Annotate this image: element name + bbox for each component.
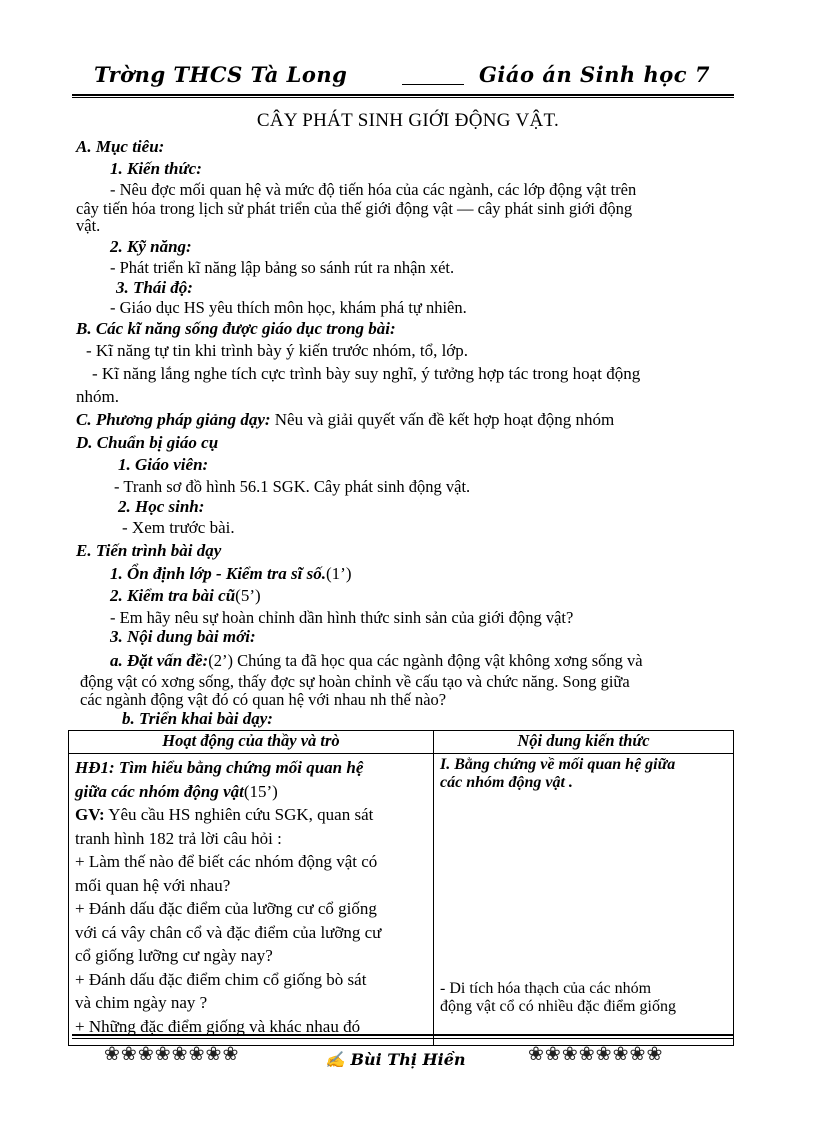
section-e2-heading: 2. Kiểm tra bài cũ [110, 586, 236, 605]
content-text: động vật cổ có nhiều đặc điểm giống [440, 998, 676, 1015]
header-divider [402, 84, 464, 85]
footer-rule-thin [72, 1038, 734, 1039]
subject-name: Giáo án Sinh học 7 [479, 62, 710, 87]
content-heading: các nhóm động vật . [440, 774, 573, 791]
e1-line [110, 564, 351, 584]
hd1-heading: giữa các nhóm động vật [75, 781, 244, 801]
author-name: Bùi Thị Hiền [350, 1050, 466, 1069]
section-a3-heading: 3. Thái độ: [116, 278, 193, 297]
e3a-text-line: các ngành động vật đó có quan hệ với nhau nh thế nào? [80, 690, 447, 709]
section-e3a-heading: a. Đặt vấn đề: [110, 651, 209, 670]
section-e3-heading: 3. Nội dung bài mới: [110, 627, 256, 646]
section-d2-heading: 2. Học sinh: [118, 497, 205, 516]
e2-text: - Em hãy nêu sự hoàn chỉnh dần hình thức sinh sản của giới động vật? [110, 608, 574, 627]
table-header-row [69, 731, 734, 754]
section-e-heading: E. Tiến trình bài dạy [76, 541, 222, 560]
lesson-table [68, 730, 734, 1046]
author-signature [325, 1050, 466, 1069]
section-b-heading: B. Các kĩ năng sống được giáo dục trong bài: [76, 319, 396, 338]
a1-text-line: - Nêu đợc mối quan hệ và mức độ tiến hóa của các ngành, các lớp động vật trên [110, 180, 637, 199]
e3a-line [110, 651, 643, 671]
e3a-text: Chúng ta đã học qua các ngành động vật không xơng sống và [237, 651, 643, 670]
a2-text: - Phát triển kĩ năng lập bảng so sánh rút ra nhận xét. [110, 258, 455, 277]
section-c [76, 410, 614, 430]
flower-decoration-right: ❀❀❀❀❀❀❀❀ [528, 1044, 664, 1065]
question-text: + Làm thế nào để biết các nhóm động vật có [75, 852, 378, 871]
question-text: cổ giống lưỡng cư ngày nay? [75, 946, 273, 965]
e1-time: (1’) [326, 564, 352, 583]
hd1-heading: HĐ1: Tìm hiểu bằng chứng mối quan hệ [75, 758, 364, 777]
a1-text-line: vật. [76, 216, 101, 235]
b-text-line: - Kĩ năng lắng nghe tích cực trình bày suy nghĩ, ý tưởng hợp tác trong hoạt động [92, 364, 641, 383]
section-c-text: Nêu và giải quyết vấn đề kết hợp hoạt động nhóm [274, 410, 615, 429]
d2-text: - Xem trước bài. [122, 518, 235, 537]
column-header-activities: Hoạt động của thầy và trò [69, 731, 434, 754]
e2-time: (5’) [235, 586, 261, 605]
header-rule [72, 94, 734, 96]
gv-text: tranh hình 182 trả lời câu hỏi : [75, 828, 282, 848]
question-text: với cá vây chân cổ và đặc điểm của lưỡng cư [75, 922, 382, 942]
section-e1-heading: 1. Ổn định lớp - Kiểm tra sĩ số. [110, 564, 326, 583]
question-text: + Đánh dấu đặc điểm chim cổ giống bò sát [75, 969, 367, 989]
b-text-line: - Kĩ năng tự tin khi trình bày ý kiến trước nhóm, tổ, lớp. [86, 341, 469, 360]
e3a-time: (2’) [208, 651, 233, 670]
e3a-text-line: động vật có xơng sống, thấy đợc sự hoàn chỉnh về cấu tạo và chức năng. Song giữa [80, 672, 630, 691]
content-cell [434, 754, 734, 1046]
e2-line [110, 586, 261, 606]
school-name: Trờng THCS Tà Long [94, 62, 348, 87]
section-a1-heading: 1. Kiến thức: [110, 159, 202, 178]
table-row [69, 754, 734, 1046]
section-d-heading: D. Chuẩn bị giáo cụ [76, 433, 219, 452]
hd1-time: (15’) [243, 781, 278, 801]
section-a-heading: A. Mục tiêu: [76, 137, 165, 156]
activities-cell [69, 754, 434, 1046]
content-heading: I. Bằng chứng về mối quan hệ giữa [440, 756, 676, 773]
question-text: + Đánh dấu đặc điểm của lưỡng cư cổ giống [75, 899, 377, 918]
content-text: - Di tích hóa thạch của các nhóm [440, 980, 652, 997]
pen-icon: ✍ [325, 1050, 345, 1069]
a1-text-line: cây tiến hóa trong lịch sử phát triển của thế giới động vật — cây phát sinh giới động [76, 199, 633, 218]
page-header [72, 62, 752, 92]
question-text: và chim ngày nay ? [75, 993, 208, 1012]
section-a2-heading: 2. Kỹ năng: [110, 237, 192, 256]
gv-label: GV: [75, 805, 105, 824]
question-text: + Những đặc điểm giống và khác nhau đó [75, 1016, 361, 1036]
page-title: CÂY PHÁT SINH GIỚI ĐỘNG VẬT. [256, 110, 560, 131]
b-text-line: nhóm. [76, 387, 119, 406]
gv-text: Yêu cầu HS nghiên cứu SGK, quan sát [104, 805, 374, 824]
footer-rule [72, 1034, 734, 1036]
question-text: mối quan hệ với nhau? [75, 875, 231, 895]
a3-text: - Giáo dục HS yêu thích môn học, khám phá tự nhiên. [110, 298, 467, 317]
column-header-content: Nội dung kiến thức [434, 731, 734, 754]
section-d1-heading: 1. Giáo viên: [118, 455, 209, 474]
header-rule-thin [72, 97, 734, 98]
flower-decoration-left: ❀❀❀❀❀❀❀❀ [104, 1044, 240, 1065]
section-e3b-heading: b. Triển khai bài dạy: [122, 709, 273, 728]
d1-text: - Tranh sơ đồ hình 56.1 SGK. Cây phát sinh động vật. [114, 477, 471, 496]
section-c-heading: C. Phương pháp giảng dạy: [76, 410, 271, 429]
